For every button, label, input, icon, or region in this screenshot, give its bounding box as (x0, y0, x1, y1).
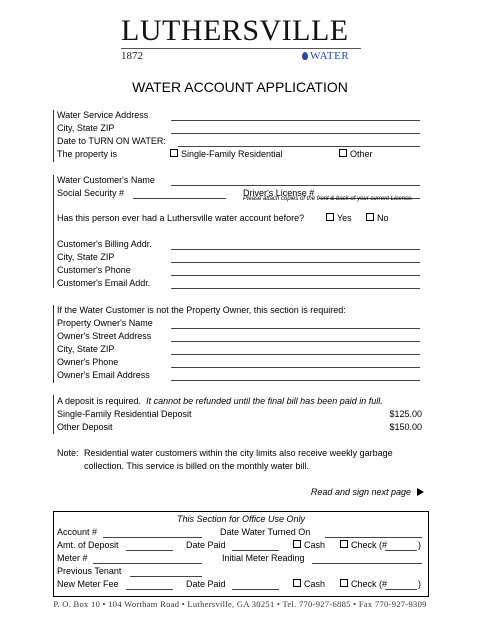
turn-on-date-label: Date to TURN ON WATER: (57, 136, 166, 146)
service-address-field[interactable] (171, 120, 420, 121)
cash-option[interactable] (293, 540, 325, 551)
deposit-note: It cannot be refunded until the final bill has been paid in full. (146, 396, 383, 406)
service-city-field[interactable] (171, 133, 420, 134)
other-label: Other (350, 149, 373, 159)
initial-reading-label: Initial Meter Reading (222, 553, 305, 563)
date-paid-field[interactable] (232, 550, 279, 551)
logo-rule (121, 48, 361, 49)
page-title: WATER ACCOUNT APPLICATION (132, 79, 348, 95)
cash-checkbox[interactable] (293, 540, 301, 548)
read-sign-text: Read and sign next page (310, 487, 411, 497)
check-2-close-paren: ) (418, 579, 421, 589)
check-2-number-field[interactable] (385, 589, 417, 590)
cash-2-option[interactable] (293, 579, 325, 590)
owner-city-field[interactable] (171, 354, 420, 355)
turn-on-date-field[interactable] (178, 146, 420, 147)
owner-city-label: City, State ZIP (57, 344, 115, 354)
customer-name-field[interactable] (171, 185, 420, 186)
check-checkbox[interactable] (340, 540, 348, 548)
initial-reading-field[interactable] (312, 563, 422, 564)
prior-yes-label: Yes (337, 213, 352, 223)
single-deposit-label: Single-Family Residential Deposit (57, 409, 192, 419)
cash-2-checkbox[interactable] (293, 579, 301, 587)
license-note: Please attach copies of the front & back of your current License. (243, 196, 414, 202)
deposit-required-text: A deposit is required. (57, 396, 142, 406)
single-family-option[interactable] (170, 149, 283, 160)
owner-street-field[interactable] (171, 341, 420, 342)
customer-email-label: Customer's Email Addr. (57, 278, 151, 288)
owner-email-label: Owner's Email Address (57, 370, 150, 380)
ssn-field[interactable] (133, 198, 226, 199)
other-deposit-label: Other Deposit (57, 422, 113, 432)
office-title: This Section for Office Use Only (176, 514, 306, 524)
logo-year: 1872 (121, 50, 143, 62)
owner-name-field[interactable] (171, 328, 420, 329)
check-2-label: Check (# (351, 579, 388, 589)
date-paid-label: Date Paid (186, 540, 226, 550)
customer-phone-field[interactable] (171, 275, 420, 276)
owner-phone-field[interactable] (171, 367, 420, 368)
meter-field[interactable] (93, 563, 202, 564)
prior-no-label: No (377, 213, 389, 223)
prior-yes-checkbox[interactable] (326, 213, 334, 221)
owner-phone-label: Owner's Phone (57, 357, 119, 367)
owner-email-field[interactable] (171, 380, 420, 381)
single-family-label: Single-Family Residential (181, 149, 283, 159)
water-drop-icon (302, 52, 308, 60)
other-deposit-amount: $150.00 (389, 422, 422, 432)
logo-name: LUTHERSVILLE (121, 14, 349, 47)
new-meter-fee-field[interactable] (126, 589, 173, 590)
prior-no-checkbox[interactable] (366, 213, 374, 221)
amt-deposit-label: Amt. of Deposit (57, 540, 119, 550)
note-line-2: collection. This service is billed on the monthly water bill. (84, 461, 309, 471)
check-option[interactable] (340, 540, 387, 551)
single-deposit-amount: $125.00 (389, 409, 422, 419)
owner-intro: If the Water Customer is not the Property Owner, this section is required: (57, 305, 346, 315)
meter-label: Meter # (57, 553, 88, 563)
customer-name-label: Water Customer's Name (57, 175, 155, 185)
previous-tenant-field[interactable] (130, 576, 202, 577)
ssn-label: Social Security # (57, 188, 125, 198)
service-city-label: City, State ZIP (57, 123, 115, 133)
date-paid-2-label: Date Paid (186, 579, 226, 589)
prior-account-question: Has this person ever had a Luthersville water account before? (57, 213, 305, 223)
check-number-field[interactable] (385, 550, 417, 551)
new-meter-fee-label: New Meter Fee (57, 579, 119, 589)
check-2-option[interactable] (340, 579, 387, 590)
customer-email-field[interactable] (171, 288, 420, 289)
check-close-paren: ) (418, 540, 421, 550)
owner-name-label: Property Owner's Name (57, 318, 153, 328)
amt-deposit-field[interactable] (126, 550, 173, 551)
account-field[interactable] (103, 537, 202, 538)
note-prefix: Note: (57, 448, 79, 458)
billing-city-label: City, State ZIP (57, 252, 115, 262)
section-bar (53, 395, 54, 434)
single-family-checkbox[interactable] (170, 149, 178, 157)
section-bar (53, 110, 54, 162)
prior-no-option[interactable] (366, 213, 389, 224)
property-type-label: The property is (57, 149, 118, 159)
check-label: Check (# (351, 540, 388, 550)
logo-water (302, 50, 349, 62)
deposit-required (57, 396, 383, 407)
date-paid-2-field[interactable] (232, 589, 279, 590)
note-line-1: Residential water customers within the city limits also receive weekly garbage (84, 448, 393, 458)
customer-phone-label: Customer's Phone (57, 265, 131, 275)
other-checkbox[interactable] (339, 149, 347, 157)
logo-water-text: WATER (310, 50, 350, 62)
owner-street-label: Owner's Street Address (57, 331, 152, 341)
service-address-label: Water Service Address (57, 110, 149, 120)
other-option[interactable] (339, 149, 373, 160)
billing-city-field[interactable] (171, 262, 420, 263)
cash-2-label: Cash (304, 579, 326, 589)
turned-on-field[interactable] (325, 537, 422, 538)
footer-address: P. O. Box 10 • 104 Wortham Road • Luthersville, GA 30251 • Tel. 770-927-6885 • Fax 770-927-9309 (53, 599, 427, 609)
previous-tenant-label: Previous Tenant (57, 566, 122, 576)
account-label: Account # (57, 527, 98, 537)
read-sign-next[interactable] (300, 487, 424, 498)
section-bar (53, 305, 54, 383)
license-label: Driver's License # (243, 188, 315, 198)
billing-address-field[interactable] (171, 249, 420, 250)
billing-address-label: Customer's Billing Addr. (57, 239, 152, 249)
prior-yes-option[interactable] (326, 213, 352, 224)
arrow-right-icon (417, 488, 424, 496)
cash-label: Cash (304, 540, 326, 550)
section-bar (53, 175, 54, 288)
turned-on-label: Date Water Turned On (220, 527, 311, 537)
check-2-checkbox[interactable] (340, 579, 348, 587)
